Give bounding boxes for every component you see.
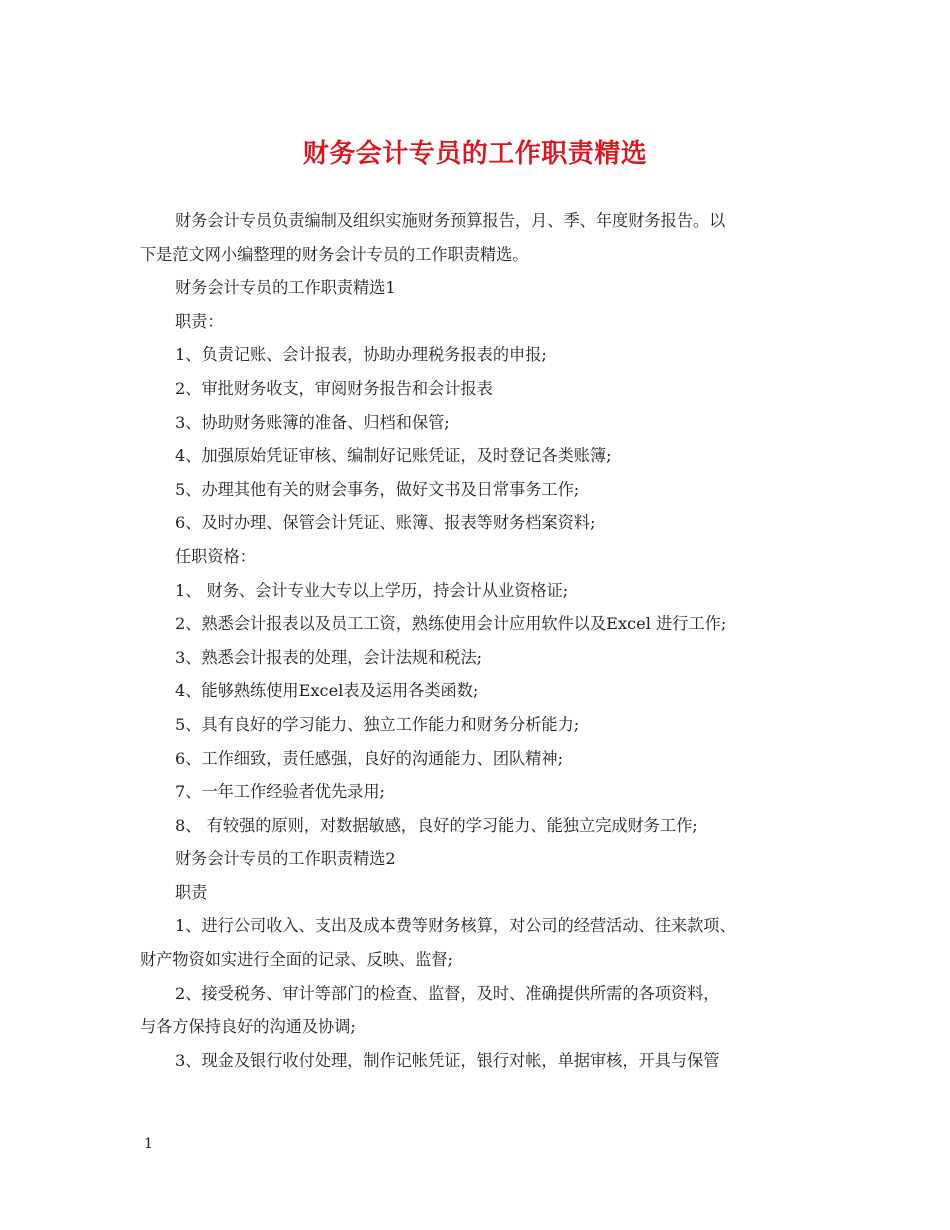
text-line: 下是范文网小编整理的财务会计专员的工作职责精选。 [140, 244, 529, 264]
text-line: 2、接受税务、审计等部门的检查、监督，及时、准确提供所需的各项资料， [175, 983, 720, 1003]
page-title: 财务会计专员的工作职责精选 [302, 139, 648, 169]
text-line: 任职资格： [175, 546, 256, 566]
text-line: 6、及时办理、保管会计凭证、账簿、报表等财务档案资料; [175, 513, 596, 533]
text-line: 7、一年工作经验者优先录用; [175, 782, 386, 802]
text-line: 8、 有较强的原则，对数据敏感，良好的学习能力、能独立完成财务工作; [175, 815, 698, 835]
text-line: 财务会计专员负责编制及组织实施财务预算报告，月、季、年度财务报告。以 [175, 211, 726, 230]
text-line: 职责 [175, 882, 208, 902]
text-line: 3、现金及银行收付处理，制作记帐凭证，银行对帐，单据审核，开具与保管 [175, 1050, 720, 1070]
text-line: 2、熟悉会计报表以及员工工资，熟练使用会计应用软件以及Excel 进行工作; [175, 614, 727, 634]
text-line: 1、进行公司收入、支出及成本费等财务核算，对公司的经营活动、往来款项、 [175, 916, 736, 936]
text-line: 职责： [175, 311, 224, 331]
text-line: 财产物资如实进行全面的记录、反映、监督; [140, 950, 454, 970]
text-line: 3、协助财务账簿的准备、归档和保管; [175, 412, 450, 432]
page-number: 1 [144, 1136, 153, 1152]
text-line: 5、具有良好的学习能力、独立工作能力和财务分析能力; [175, 714, 580, 734]
text-line: 财务会计专员的工作职责精选2 [175, 849, 396, 869]
text-line: 与各方保持良好的沟通及协调; [140, 1017, 356, 1037]
text-line: 2、审批财务收支，审阅财务报告和会计报表 [175, 378, 493, 398]
text-line: 3、熟悉会计报表的处理，会计法规和税法; [175, 647, 483, 667]
text-line: 4、能够熟练使用Excel表及运用各类函数; [175, 681, 479, 701]
text-line: 1、负责记账、会计报表，协助办理税务报表的申报; [175, 345, 547, 365]
text-line: 1、 财务、会计专业大专以上学历，持会计从业资格证; [175, 580, 569, 600]
text-line: 5、办理其他有关的财会事务，做好文书及日常事务工作; [175, 479, 580, 499]
text-line: 6、工作细致，责任感强，良好的沟通能力、团队精神; [175, 748, 564, 768]
text-line: 4、加强原始凭证审核、编制好记账凭证，及时登记各类账簿; [175, 446, 612, 466]
document-body [140, 204, 820, 1077]
text-line: 财务会计专员的工作职责精选1 [175, 278, 396, 298]
